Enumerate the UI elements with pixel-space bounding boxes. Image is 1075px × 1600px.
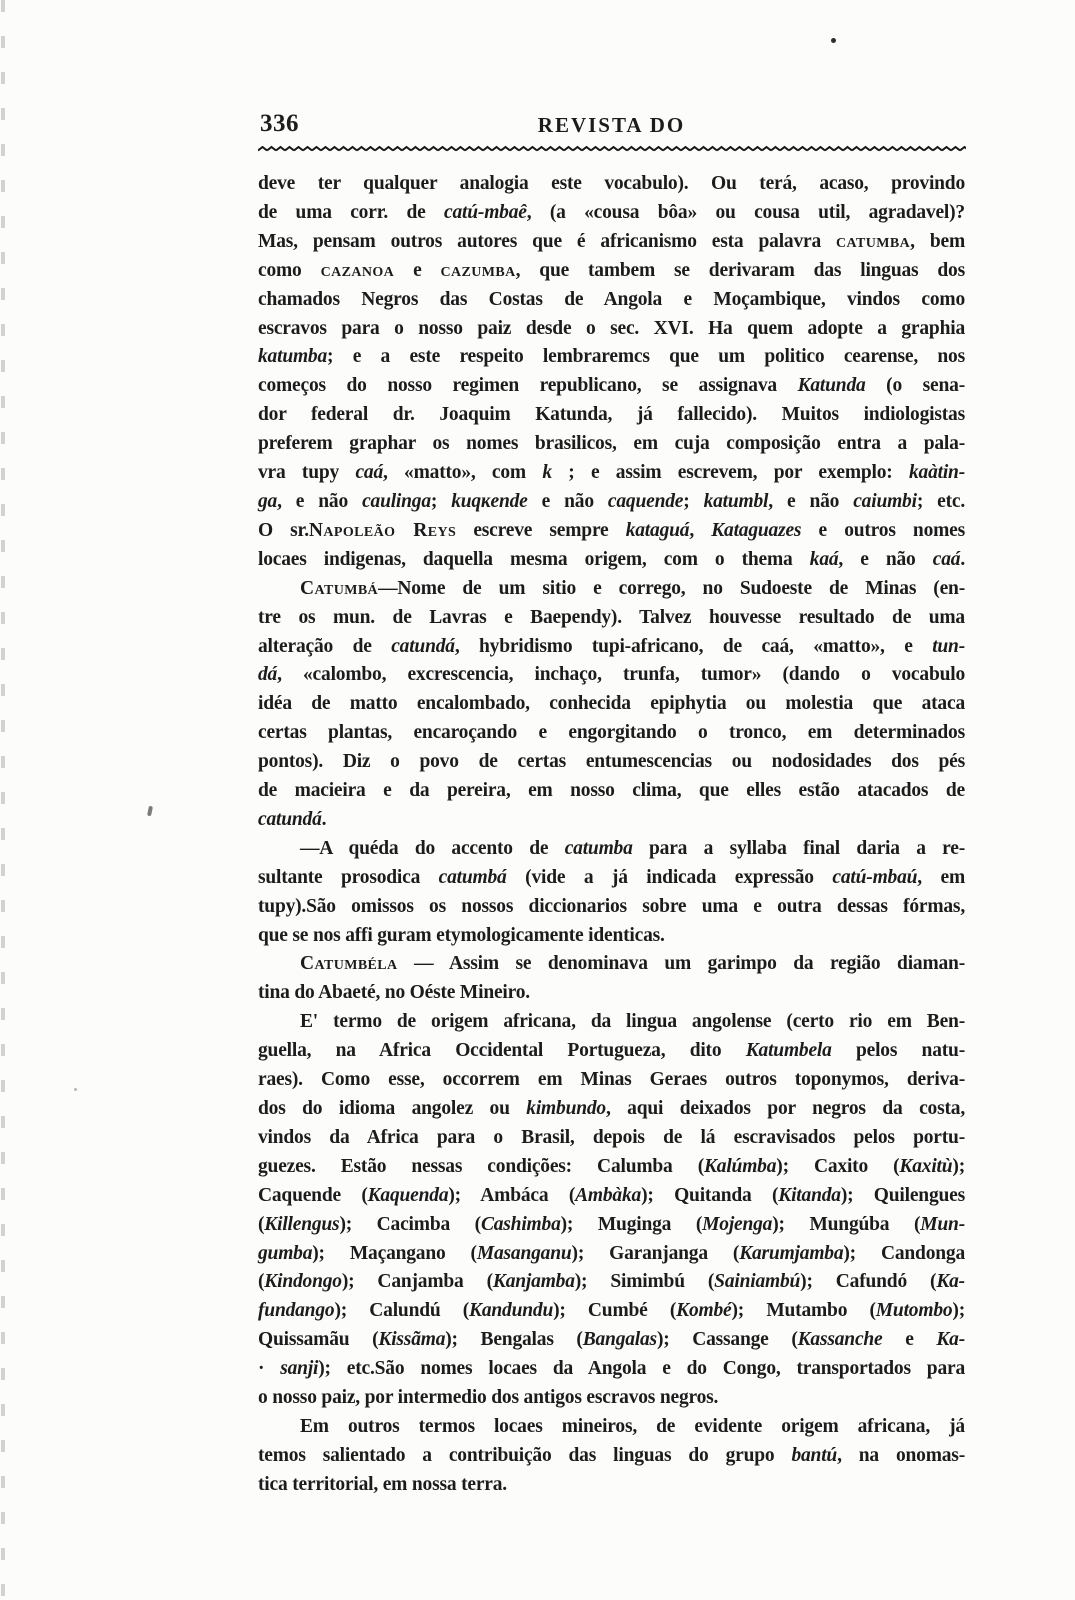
plain-text: vindos da Africa para o Brasil, depois de lá escravisados pelos portu-	[258, 1126, 965, 1148]
plain-text: ; e a este respeito lembraremcs que um politico cearense, nos	[327, 346, 965, 368]
italic-text: Kindongo	[264, 1271, 342, 1293]
plain-text: .	[960, 548, 965, 570]
plain-text: (o sena-	[865, 375, 965, 397]
italic-text: kimbundo	[526, 1098, 606, 1119]
page-number: 336	[260, 110, 299, 137]
italic-text: dá	[258, 664, 278, 686]
italic-text: Kaxitù	[899, 1155, 953, 1177]
text-line	[258, 1095, 965, 1124]
plain-text: , hybridismo tupi-africano, de caá, «matto», e	[454, 635, 933, 657]
text-line	[258, 777, 965, 806]
plain-text: ·	[258, 1358, 281, 1380]
plain-text: Quissamãu (	[258, 1329, 379, 1351]
plain-text: ); Caxito (	[776, 1155, 900, 1177]
plain-text: , que tambem se derivaram das linguas dos	[515, 259, 965, 281]
text-line	[258, 922, 965, 951]
plain-text: e outros nomes	[801, 519, 966, 541]
plain-text: .	[321, 808, 327, 830]
italic-text: ga	[258, 490, 278, 512]
plain-text: chamados Negros das Costas de Angola e Moçambique, vindos como	[258, 288, 965, 310]
italic-text: Kombé	[676, 1300, 732, 1322]
text-line	[258, 315, 965, 344]
plain-text: , em	[917, 866, 965, 888]
text-line	[258, 893, 965, 922]
text-line	[258, 1240, 965, 1269]
text-line	[258, 979, 965, 1008]
italic-text: caá	[932, 548, 961, 570]
plain-text: , e não	[768, 490, 854, 512]
plain-text: tupy).São omissos os nossos diccionarios sobre uma e outra dessas fórmas,	[258, 895, 965, 917]
text-line	[258, 488, 965, 517]
ink-speck	[831, 38, 836, 43]
italic-text: Kitanda	[778, 1184, 841, 1206]
text-line	[258, 459, 965, 488]
plain-text: O sr.	[258, 519, 309, 541]
plain-text: E' termo de origem africana, da lingua angolense (certo rio em Ben-	[300, 1011, 965, 1033]
ink-speck	[147, 806, 153, 817]
text-line	[258, 1182, 965, 1211]
text-line	[258, 1153, 965, 1182]
plain-text: tina do Abaeté, no Oéste Mineiro.	[258, 982, 530, 1004]
text-line	[258, 1442, 965, 1471]
plain-text: ); etc.São nomes locaes da Angola e do Congo, transportados para	[318, 1358, 965, 1380]
plain-text: temos salientado a contribuição das linguas do grupo	[258, 1444, 792, 1466]
plain-text: guella, na Africa Occidental Portugueza, dito	[258, 1040, 746, 1062]
text-line	[258, 719, 965, 748]
italic-text: caulinga	[362, 490, 431, 512]
plain-text: —Nome de um sitio e corrego, no Sudoeste de Minas (en-	[378, 577, 965, 599]
italic-text: Katunda	[797, 375, 866, 397]
running-title: REVISTA DO	[537, 113, 686, 137]
plain-text: ); Cacimba (	[339, 1213, 481, 1235]
text-line	[258, 661, 965, 690]
text-line	[258, 1384, 965, 1413]
plain-text: tre os mun. de Lavras e Baependy). Talvez houvesse resultado de uma	[258, 606, 965, 628]
italic-text: catumba	[564, 837, 633, 859]
plain-text: o nosso paiz, por intermedio dos antigos escravos negros.	[258, 1387, 719, 1409]
plain-text: dos do idioma angolez ou	[258, 1098, 527, 1119]
plain-text: que se nos affi guram etymologicamente identicas.	[258, 924, 665, 946]
plain-text: ); Quilengues	[840, 1184, 965, 1206]
italic-text: catú-mbaê	[444, 201, 527, 223]
italic-text: fundango	[258, 1300, 335, 1322]
plain-text: certas plantas, encaroçando e engorgitando o tronco, em determinados	[258, 722, 965, 744]
text-line	[258, 1268, 965, 1297]
plain-text: ;	[683, 490, 704, 512]
italic-text: Kaquenda	[367, 1184, 449, 1206]
plain-text: sultante prosodica	[258, 866, 439, 888]
plain-text: ); Mutambo (	[731, 1300, 876, 1322]
plain-text: idéa de matto encalombado, conhecida epiphytia ou molestia que ataca	[258, 693, 965, 715]
plain-text: (vide a já indicada expressão	[506, 866, 833, 888]
plain-text: ); Canjamba (	[341, 1271, 493, 1293]
plain-text: ); Cumbé (	[553, 1300, 677, 1322]
smallcaps-text: catumba	[836, 230, 911, 252]
smallcaps-text: cazumba	[440, 259, 516, 281]
italic-text: Ka-	[936, 1329, 965, 1351]
italic-text: Cashimba	[480, 1213, 561, 1235]
text-line	[258, 430, 965, 459]
italic-text: catú-mbaú	[832, 866, 918, 888]
plain-text: ); Cassange (	[656, 1329, 798, 1351]
plain-text: );	[952, 1155, 965, 1177]
plain-text: ; e assim escrevem, por exemplo:	[551, 462, 909, 484]
plain-text: escreve sempre	[456, 519, 626, 541]
text-line	[258, 604, 965, 633]
plain-text: ); Bengalas (	[445, 1329, 583, 1351]
plain-text: , bem	[910, 230, 965, 252]
text-line	[258, 1471, 965, 1500]
text-line	[258, 575, 965, 604]
plain-text: ); Ambáca (	[448, 1184, 576, 1206]
scan-edge-artifact	[1, 0, 5, 1600]
italic-text: catumbá	[438, 866, 507, 888]
plain-text: ); Garanjanga (	[571, 1242, 740, 1264]
plain-text: tica territorial, em nossa terra.	[258, 1473, 507, 1495]
italic-text: Katumbela	[745, 1040, 832, 1062]
plain-text: guezes. Estão nessas condições: Calumba (	[258, 1155, 704, 1177]
plain-text: Caquende (	[258, 1184, 368, 1206]
text-line	[258, 1326, 965, 1355]
italic-text: k	[542, 462, 552, 484]
text-line	[258, 864, 965, 893]
plain-text: );	[952, 1300, 966, 1322]
plain-text: ); Simimbú (	[574, 1271, 715, 1293]
italic-text: catundá	[258, 808, 322, 830]
italic-text: tun-	[932, 635, 965, 657]
text-line	[258, 343, 965, 372]
page-header	[258, 110, 965, 144]
plain-text: preferem graphar os nomes brasilicos, em cuja composição entra a pala-	[258, 433, 965, 455]
plain-text: ); Muginga (	[560, 1213, 703, 1235]
wavy-rule	[258, 144, 966, 154]
plain-text: ; etc.	[916, 490, 966, 512]
text-line	[258, 1008, 965, 1037]
italic-text: Killengus	[264, 1213, 340, 1235]
text-line	[258, 835, 965, 864]
italic-text: Kanjamba	[492, 1271, 575, 1293]
plain-text: alteração de	[258, 635, 392, 657]
plain-text: começos do nosso regimen republicano, se assignava	[258, 375, 798, 397]
plain-text: e não	[527, 490, 608, 512]
italic-text: Kassanche	[797, 1329, 883, 1351]
italic-text: Kataguazes	[711, 519, 802, 541]
plain-text: e	[394, 259, 441, 281]
plain-text: , aqui deixados por negros da costa,	[605, 1098, 965, 1119]
plain-text: ); Quitanda (	[641, 1184, 779, 1206]
italic-text: kaá	[809, 548, 839, 570]
plain-text: e	[882, 1329, 937, 1351]
plain-text: , (a «cousa bôa» ou cousa util, agradavel)?	[526, 201, 965, 223]
plain-text: —A quéda do accento de	[300, 837, 565, 859]
italic-text: gumba	[258, 1242, 313, 1264]
plain-text: , e não	[277, 490, 363, 512]
text-line	[258, 806, 965, 835]
plain-text: ); Mungúba (	[772, 1213, 921, 1235]
plain-text: escravos para o nosso paiz desde o sec. XVI. Ha quem adopte a graphia	[258, 317, 965, 339]
italic-text: Mutombo	[875, 1300, 953, 1322]
italic-text: caiumbi	[853, 490, 917, 512]
plain-text: ); Cafundó (	[800, 1271, 937, 1293]
text-line	[258, 1124, 965, 1153]
plain-text: como	[258, 259, 321, 281]
smallcaps-text: Napoleão Reys	[308, 519, 457, 541]
italic-text: Mun-	[920, 1213, 965, 1235]
plain-text: — Assim se denominava um garimpo da região diaman-	[397, 953, 965, 975]
plain-text: (	[258, 1213, 265, 1235]
plain-text: , na onomas-	[837, 1444, 965, 1466]
italic-text: Kandundu	[469, 1300, 554, 1322]
italic-text: katumba	[258, 346, 328, 368]
italic-text: catundá	[391, 635, 455, 657]
italic-text: caquende	[607, 490, 684, 512]
plain-text: pelos natu-	[831, 1040, 965, 1062]
italic-text: Ka-	[936, 1271, 965, 1293]
plain-text: ); Maçangano (	[312, 1242, 477, 1264]
text-line	[258, 1037, 965, 1066]
plain-text: vra tupy	[258, 462, 356, 484]
plain-text: ); Candonga	[843, 1242, 965, 1264]
text-line	[258, 170, 965, 199]
italic-text: Masanganu	[476, 1242, 572, 1264]
plain-text: (	[258, 1271, 265, 1293]
text-line	[258, 517, 965, 546]
italic-text: Ambàka	[575, 1184, 642, 1206]
plain-text: ;	[430, 490, 452, 512]
plain-text: de macieira e da pereira, em nosso clima, que elles estão atacados de	[258, 780, 965, 802]
plain-text: ); Calundú (	[334, 1300, 470, 1322]
text-line	[258, 1413, 965, 1442]
text-line	[258, 1066, 965, 1095]
plain-text: para a syllaba final daria a re-	[632, 837, 965, 859]
plain-text: , «calombo, excrescencia, inchaço, trunfa, tumor» (dando o vocabulo	[277, 664, 965, 686]
plain-text: raes). Como esse, occorrem em Minas Geraes outros toponymos, deriva-	[258, 1069, 965, 1091]
plain-text: , e não	[838, 548, 933, 570]
plain-text: dor federal dr. Joaquim Katunda, já fallecido). Muitos indiologistas	[258, 404, 965, 426]
smallcaps-text: cazanoa	[320, 259, 395, 281]
text-line	[258, 401, 965, 430]
plain-text: locaes indigenas, daquella mesma origem, com o thema	[258, 548, 810, 570]
italic-text: Kalúmba	[703, 1155, 777, 1177]
italic-text: Kissãma	[378, 1329, 446, 1351]
italic-text: Karumjamba	[739, 1242, 844, 1264]
text-line	[258, 748, 965, 777]
text-line	[258, 199, 965, 228]
text-line	[258, 228, 965, 257]
italic-text: kaàtin-	[908, 462, 965, 484]
smallcaps-text: Catumbéla	[300, 953, 398, 975]
plain-text: pontos). Diz o povo de certas entumescencias ou nodosidades dos pés	[258, 751, 965, 773]
text-line	[258, 950, 965, 979]
italic-text: sanji	[280, 1358, 319, 1380]
text-line	[258, 633, 965, 662]
italic-text: caá	[355, 462, 383, 484]
italic-text: bantú	[791, 1444, 838, 1466]
smallcaps-text: Catumbá	[300, 577, 379, 599]
text-line	[258, 372, 965, 401]
plain-text: Mas, pensam outros autores que é africanismo esta palavra	[258, 230, 837, 252]
italic-text: kataguá	[625, 519, 690, 541]
plain-text: , «matto», com	[383, 462, 543, 484]
page-body	[258, 170, 965, 1500]
text-line	[258, 286, 965, 315]
ink-speck	[74, 1088, 77, 1091]
italic-text: kuqĸende	[451, 490, 528, 512]
plain-text: de uma corr. de	[258, 201, 445, 223]
plain-text: ,	[689, 519, 712, 541]
italic-text: Bangalas	[582, 1329, 657, 1351]
text-line	[258, 546, 965, 575]
text-line	[258, 1355, 965, 1384]
text-line	[258, 257, 965, 286]
text-line	[258, 690, 965, 719]
italic-text: Mojenga	[702, 1213, 773, 1235]
plain-text: Em outros termos locaes mineiros, de evidente origem africana, já	[300, 1415, 965, 1437]
plain-text: deve ter qualquer analogia este vocabulo). Ou terá, acaso, provindo	[258, 173, 965, 194]
text-line	[258, 1211, 965, 1240]
italic-text: Sainiambú	[714, 1271, 801, 1293]
italic-text: katumbl	[703, 490, 769, 512]
text-line	[258, 1297, 965, 1326]
